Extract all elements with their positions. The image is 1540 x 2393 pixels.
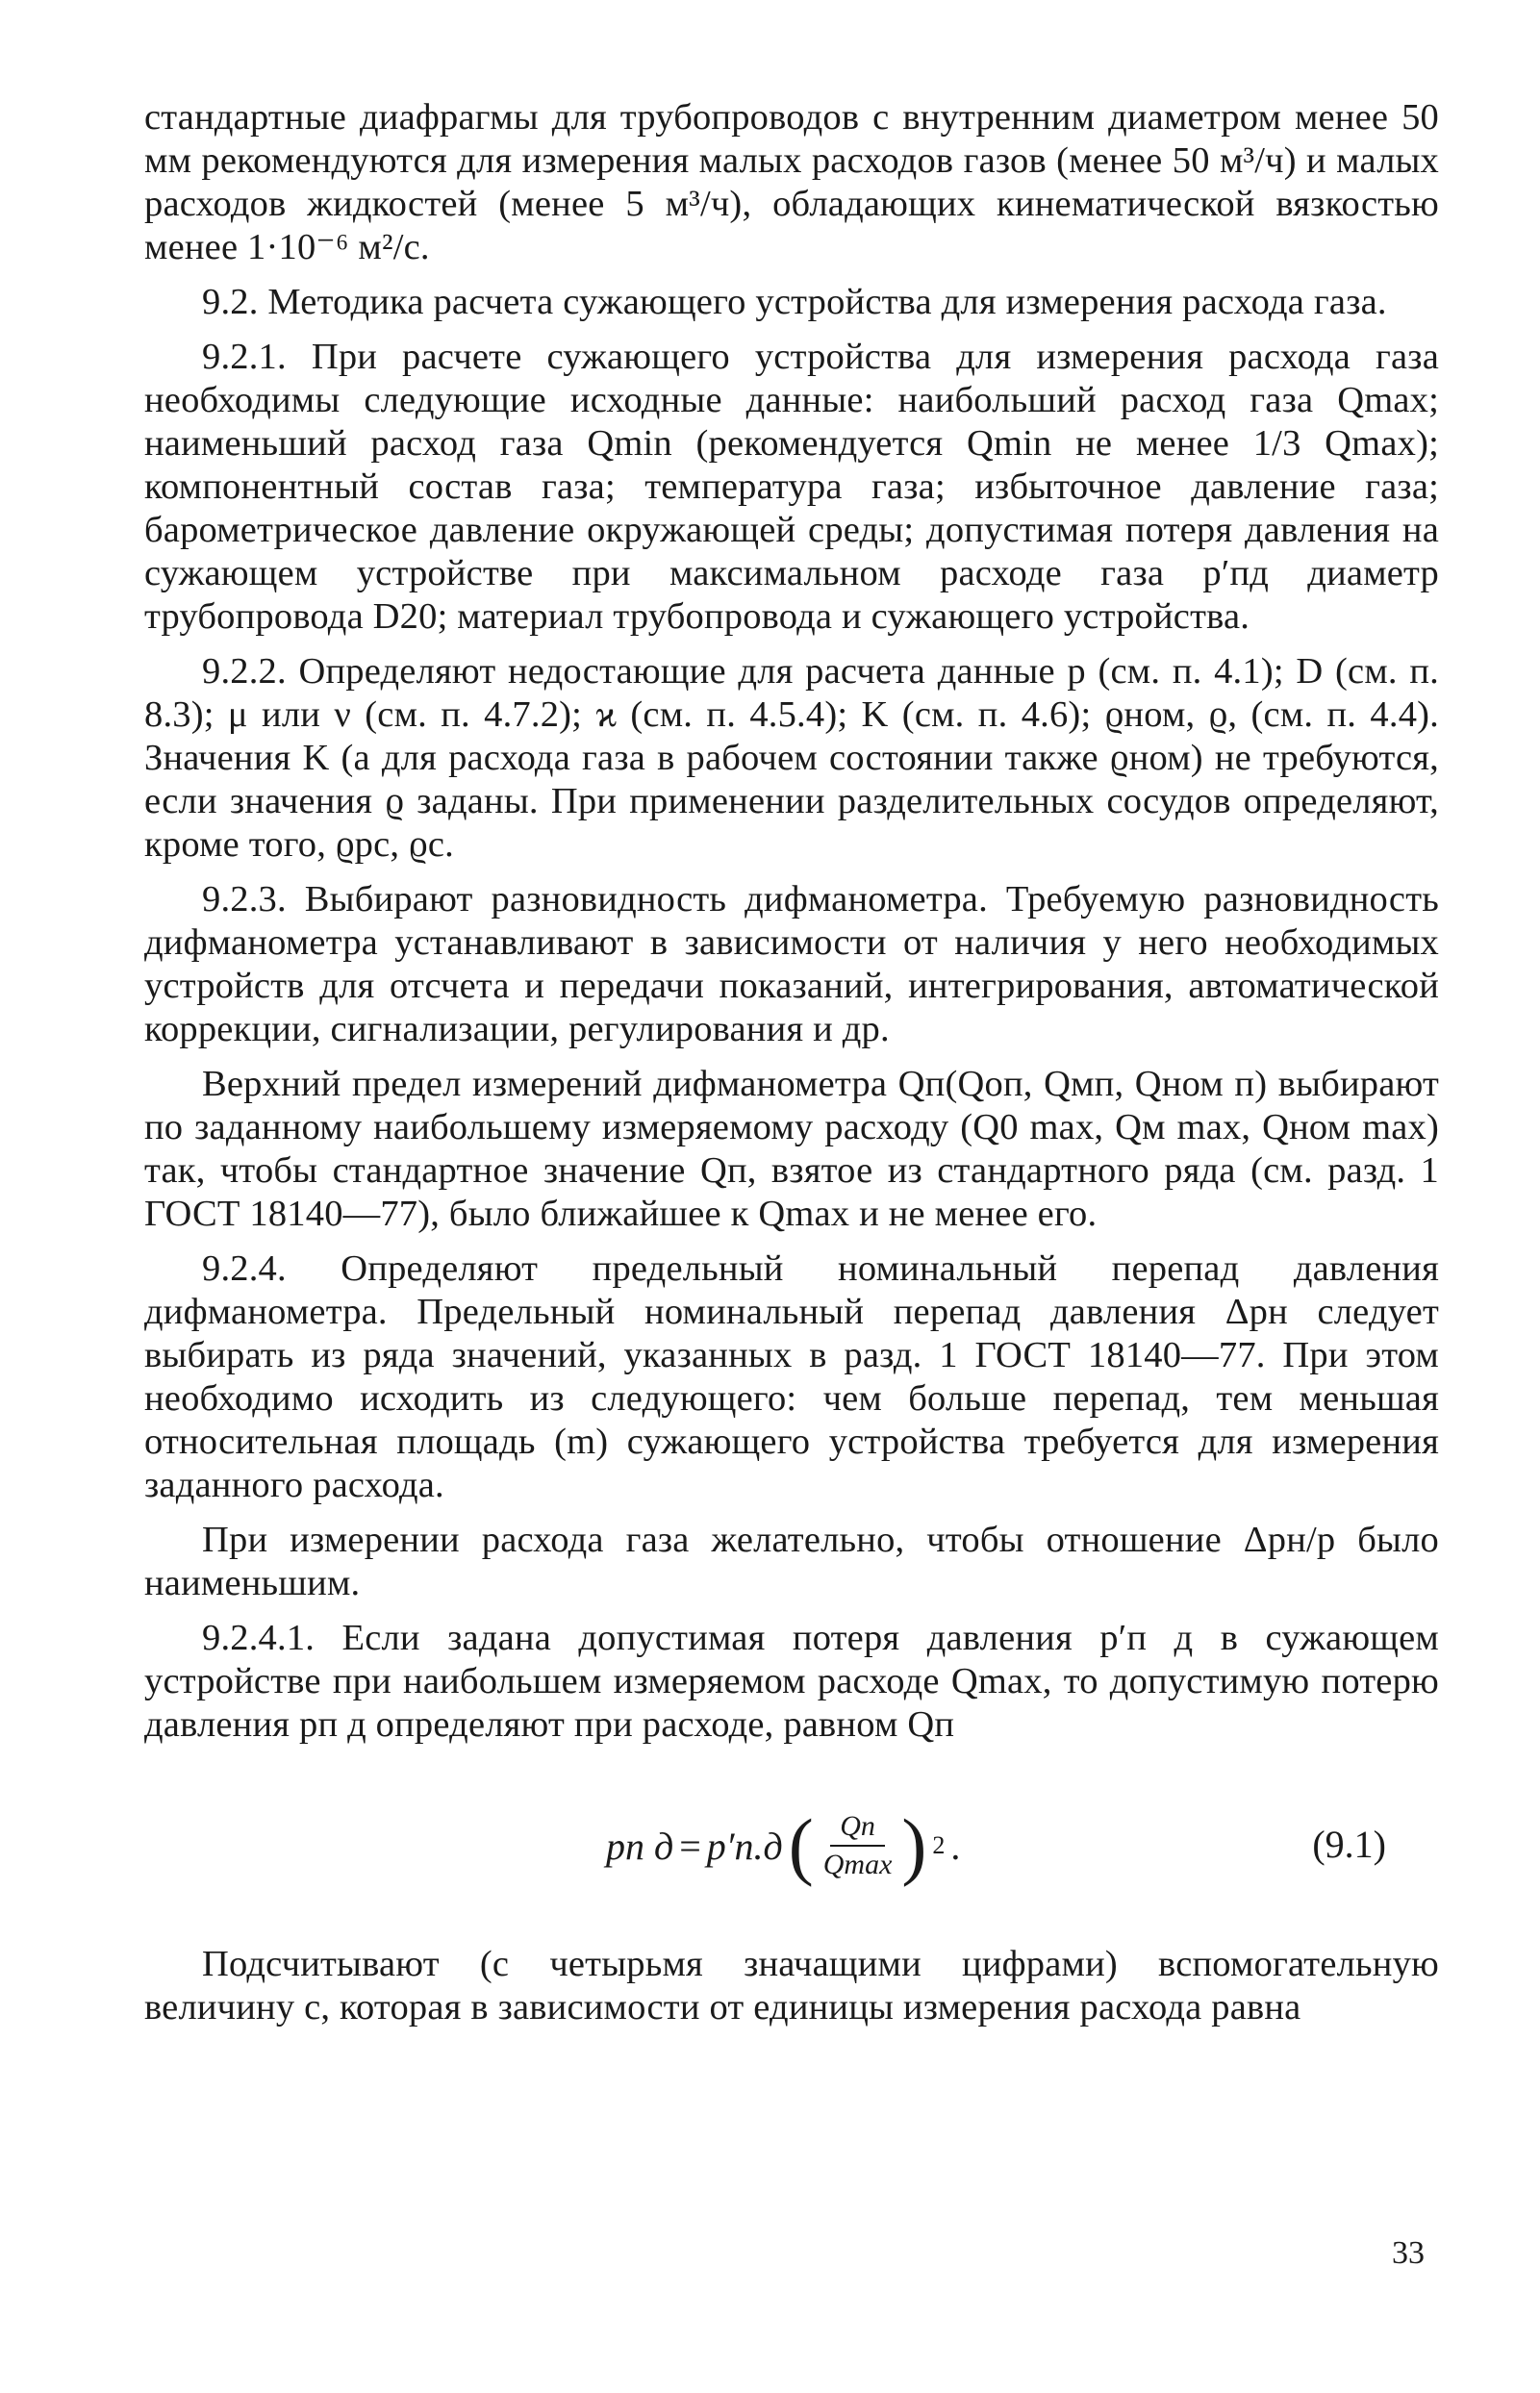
formula-numerator: Qп (830, 1810, 885, 1847)
paragraph-ratio: При измерении расхода газа желательно, чтобы отношение Δpн/p было наименьшим. (144, 1520, 1439, 1603)
paragraph-continuation: стандартные диафрагмы для трубопроводов с внутренним диаметром менее 50 мм рекомендуются для измерения малых расходов газов (менее 50 м³/ч) и малых расходов жидкостей (менее 5 м³/ч), обладающих кинематической вязкостью менее 1·10⁻⁶ м²/с. (144, 97, 1439, 267)
paragraph-9-2-3: 9.2.3. Выбирают разновидность дифманометра. Требуемую разновидность дифманометра устанавливают в зависимости от наличия у него необходимых устройств для отсчета и передачи показаний, интегрирования, автоматической коррекции, сигнализации, регулирования и др. (144, 879, 1439, 1049)
formula-denominator: Qmax (822, 1849, 893, 1880)
formula-9-1 (144, 1776, 1439, 1920)
formula-right-paren: ) (901, 1803, 927, 1887)
paragraph-9-2: 9.2. Методика расчета сужающего устройства для измерения расхода газа. (202, 282, 1387, 322)
paragraph-after-formula: Подсчитывают (с четырьмя значащими цифрами) вспомогательную величину c, которая в зависимости от единицы измерения расхода равна (144, 1944, 1439, 2028)
formula-rhs-factor: p′п.д (706, 1824, 783, 1868)
page-number: 33 (1392, 2235, 1425, 2271)
paragraph-9-2-2: 9.2.2. Определяют недостающие для расчета данные p (см. п. 4.1); D (см. п. 8.3); μ или ν (см. п. 4.7.2); ϰ (см. п. 4.5.4); K (см. п. 4.6); ϱном, ϱ, (см. п. 4.4). Значения K (а для расхода газа в рабочем состоянии также ϱном) не требуются, если значения ϱ заданы. При применении разделительных сосудов определяют, кроме того, ϱрс, ϱс. (144, 651, 1439, 865)
formula-left-paren: ( (788, 1803, 814, 1887)
formula-exponent: 2 (932, 1831, 946, 1859)
formula-expression (606, 1803, 961, 1887)
formula-period: . (950, 1824, 961, 1868)
paragraph-9-2-4-1: 9.2.4.1. Если задана допустимая потеря давления p′п д в сужающем устройстве при наибольшем измеряемом расходе Qmax, то допустимую потерю давления pп д определяют при расходе, равном Qп (144, 1618, 1439, 1745)
paragraph-upper-limit: Верхний предел измерений дифманометра Qп(Qоп, Qмп, Qном п) выбирают по заданному наибольшему измеряемому расходу (Q0 max, Qм max, Qном max) так, чтобы стандартное значение Qп, взятое из стандартного ряда (см. разд. 1 ГОСТ 18140—77), было ближайшее к Qmax и не менее его. (144, 1064, 1439, 1234)
paragraph-9-2-1: 9.2.1. При расчете сужающего устройства для измерения расхода газа необходимы следующие исходные данные: наибольший расход газа Qmax; наименьший расход газа Qmin (рекомендуется Qmin не менее 1/3 Qmax); компонентный состав газа; температура газа; избыточное давление газа; барометрическое давление окружающей среды; допустимая потеря давления на сужающем устройстве при максимальном расходе газа p′пд диаметр трубопровода D20; материал трубопровода и сужающего устройства. (144, 337, 1439, 637)
formula-equals: = (679, 1824, 701, 1868)
formula-lhs: pп д (606, 1824, 674, 1868)
paragraph-9-2-4: 9.2.4. Определяют предельный номинальный перепад давления дифманометра. Предельный номинальный перепад давления Δpн следует выбирать из ряда значений, указанных в разд. 1 ГОСТ 18140—77. При этом необходимо исходить из следующего: чем больше перепад, тем меньшая относительная площадь (m) сужающего устройства требуется для измерения заданного расхода. (144, 1248, 1439, 1505)
formula-number: (9.1) (1312, 1823, 1386, 1866)
formula-fraction (823, 1810, 893, 1881)
